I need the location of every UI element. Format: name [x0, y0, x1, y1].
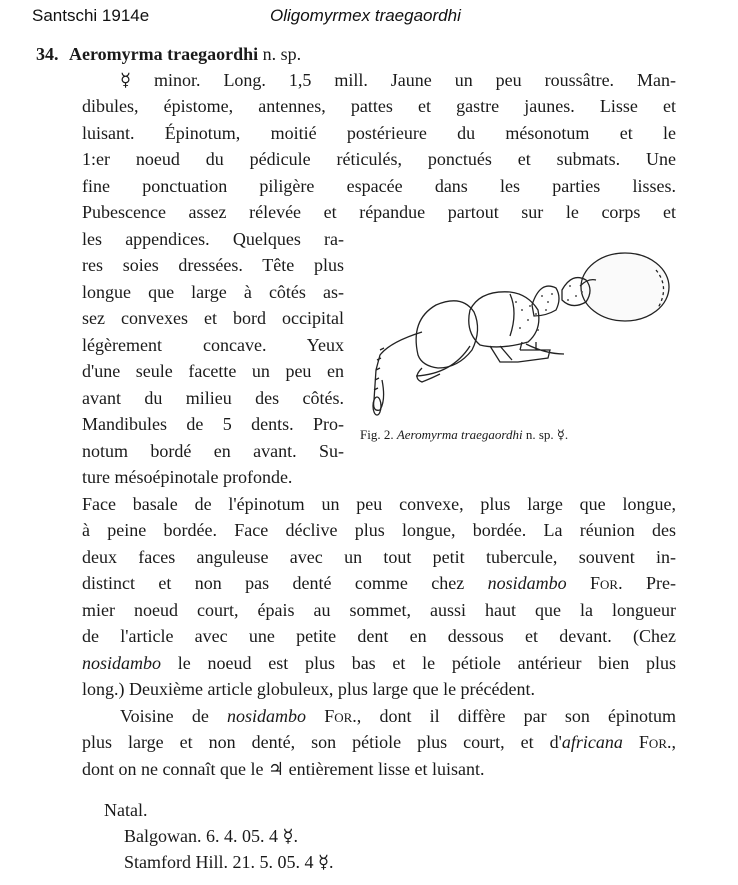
ant-legs: [416, 344, 564, 376]
paragraph-line: sez convexes et bord occipital: [82, 308, 344, 328]
paragraph-line: légèrement concave. Yeux: [82, 335, 344, 355]
header-citation: Santschi 1914e: [32, 6, 150, 25]
paragraph-line: à peine bordée. Face déclive plus longue, bordée. La réunion des: [82, 520, 676, 540]
author-abbrev: For.,: [324, 706, 362, 726]
paragraph-line: [82, 572, 676, 594]
ant-antenna: [374, 332, 422, 410]
ant-sculpture-dots: [515, 285, 583, 331]
paragraph-line: dibules, épistome, antennes, pattes et gastre jaunes. Lisse et: [82, 96, 676, 116]
taxon-ref: nosidambo: [82, 653, 162, 673]
paragraph-line: 1:er noeud du pédicule réticulés, ponctués et submats. Une: [82, 149, 676, 169]
figure-caption: [360, 427, 568, 443]
paragraph-line: [120, 705, 676, 727]
locality-item: Stamford Hill. 21. 5. 05. 4 ☿.: [124, 852, 334, 872]
taxon-ref: nosidambo: [227, 706, 307, 726]
paragraph-line: [82, 731, 676, 753]
ant-head: [416, 301, 477, 368]
caption-suffix: n. sp. ☿.: [525, 427, 569, 442]
species-name: Aeromyrma traegaordhi: [69, 44, 259, 64]
paragraph-line: longue que large à côtés as-: [82, 282, 344, 302]
ant-gaster: [581, 253, 669, 321]
paragraph-line: d'une seule facette un peu en: [82, 361, 344, 381]
paragraph-line: mier noeud court, épais au sommet, aussi haut que la longueur: [82, 600, 676, 620]
paragraph-line: Mandibules de 5 dents. Pro-: [82, 414, 344, 434]
locality-item: Balgowan. 6. 4. 05. 4 ☿.: [124, 826, 299, 846]
text-run: Voisine de: [120, 706, 209, 726]
taxon-ref: nosidambo: [487, 573, 567, 593]
paragraph-line: ture mésoépinotale profonde.: [82, 467, 293, 487]
species-status: n. sp.: [262, 44, 302, 64]
locality-region: Natal.: [104, 800, 148, 820]
text-run: Pre-: [646, 573, 676, 593]
header-taxon: Oligomyrmex traegaordhi: [270, 6, 461, 25]
text-run: le noeud est plus bas et le pétiole antérieur bien plus: [177, 653, 677, 673]
entry-number: 34.: [36, 44, 59, 64]
paragraph-line: fine ponctuation piligère espacée dans les parties lisses.: [82, 176, 676, 196]
author-abbrev: For.: [590, 573, 623, 593]
paragraph-line: avant du milieu des côtés.: [82, 388, 344, 408]
ant-figure: [350, 250, 690, 430]
author-abbrev: For.,: [638, 732, 676, 752]
caption-species: Aeromyrma traegaordhi: [396, 427, 523, 442]
paragraph-line: long.) Deuxième article globuleux, plus large que le précédent.: [82, 679, 536, 699]
taxon-ref: africana: [561, 732, 623, 752]
text-run: plus large et non denté, son pétiole plus court, et d': [82, 732, 562, 752]
paragraph-line: Face basale de l'épinotum un peu convexe, plus large que longue,: [82, 494, 676, 514]
paragraph-line: Pubescence assez rélevée et répandue partout sur le corps et: [82, 202, 676, 222]
paragraph-line: dont on ne connaît que le ♃ entièrement lisse et luisant.: [82, 759, 485, 779]
paragraph-line: deux faces anguleuse avec un tout petit tubercule, souvent in-: [82, 547, 676, 567]
paragraph-line: les appendices. Quelques ra-: [82, 229, 344, 249]
entry-title: [36, 44, 301, 65]
paragraph-line: [82, 652, 676, 674]
paragraph-line: de l'article avec une petite dent en dessous et devant. (Chez: [82, 626, 676, 646]
paragraph-line: res soies dressées. Tête plus: [82, 255, 344, 275]
paragraph-line: notum bordé en avant. Su-: [82, 441, 344, 461]
paragraph-line: ☿ minor. Long. 1,5 mill. Jaune un peu roussâtre. Man-: [120, 70, 676, 90]
text-run: dont il diffère par son épinotum: [379, 706, 677, 726]
text-run: distinct et non pas denté comme chez: [82, 573, 465, 593]
ant-petiole: [532, 286, 559, 316]
caption-prefix: Fig. 2.: [360, 427, 394, 442]
paragraph-line: luisant. Épinotum, moitié postérieure du mésonotum et le: [82, 123, 676, 143]
